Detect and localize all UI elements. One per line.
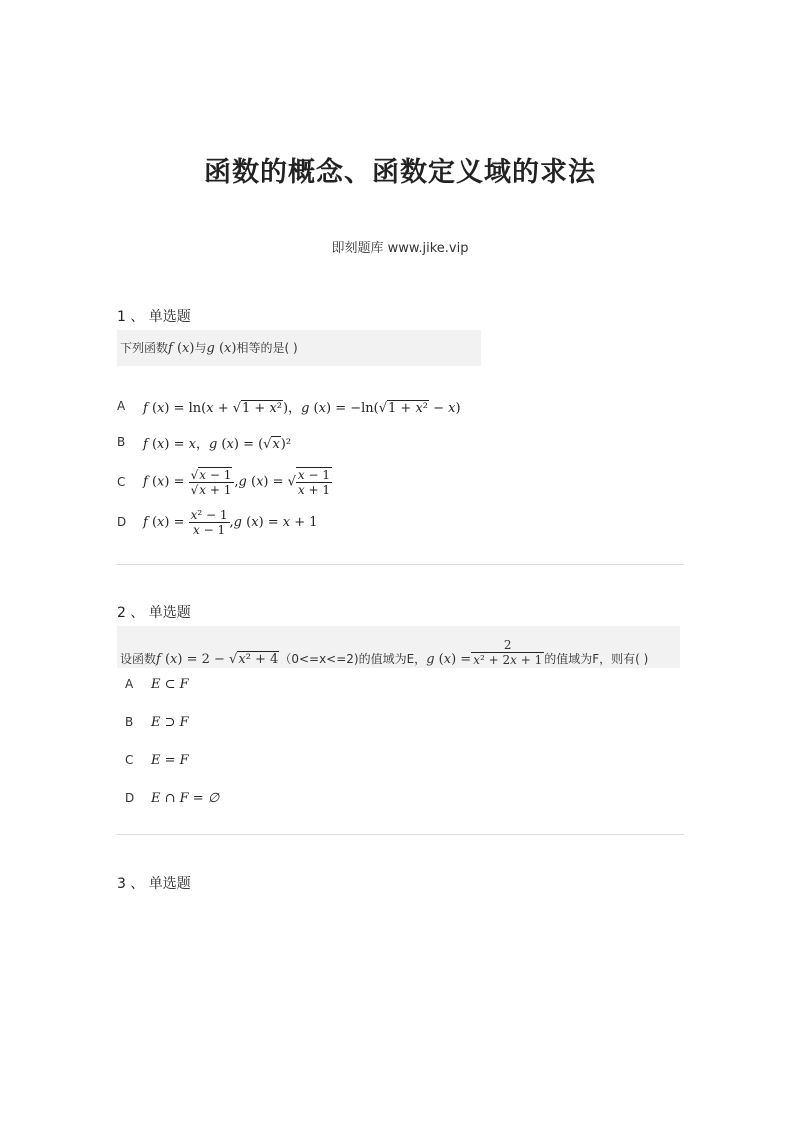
question-2-option-a[interactable] (117, 667, 189, 701)
page-title: 函数的概念、函数定义域的求法 (204, 157, 596, 188)
option-formula: f (x) = $\frac{√x - 1}{√x + 1}$ ,g (x) = √ $\frac{x - 1}{x + 1}$ (143, 467, 331, 497)
option-letter: A (117, 399, 126, 413)
question-1-option-b[interactable] (117, 425, 291, 459)
question-1-option-c[interactable] (117, 463, 332, 501)
option-letter: B (117, 435, 126, 449)
question-2-stem-box (117, 626, 680, 668)
option-letter: B (125, 715, 134, 729)
section-divider (117, 564, 684, 565)
question-3-header: 3 、 单选题 (117, 876, 191, 892)
option-formula: E ∩ F = ∅ (151, 790, 220, 806)
question-1-stem-box (117, 330, 481, 366)
question-2-stem: 设函数f (x) = 2 − √x² + 4（0<=x<=2)的值域为E，g (x) = $\frac{2}{\text{x² + 2x + 1}}$ 的值域为F，则有( ) (120, 638, 649, 667)
option-letter: D (117, 515, 127, 529)
option-formula: f (x) = $\frac{\text{x² − 1}}{x - 1}$ ,g (x) = x + 1 (143, 507, 318, 537)
question-2-header: 2 、 单选题 (117, 605, 191, 621)
option-formula: f (x) = x，g (x) = (√x)² (143, 436, 292, 452)
section-divider (117, 834, 684, 835)
option-letter: C (125, 753, 134, 767)
page-subtitle: 即刻题库 www.jike.vip (331, 241, 469, 256)
option-formula: f (x) = ln(x + √1 + x²)，g (x) = −ln(√1 + x² − x) (143, 400, 461, 416)
option-formula: E = F (151, 752, 189, 768)
option-letter: C (117, 475, 126, 489)
option-formula: E ⊂ F (151, 676, 189, 692)
option-formula: E ⊃ F (151, 714, 189, 730)
question-1-option-d[interactable] (117, 503, 318, 541)
question-2-option-b[interactable] (117, 705, 189, 739)
question-2-option-d[interactable] (117, 781, 219, 815)
question-1-stem: 下列函数f (x)与g (x)相等的是( ) (120, 341, 298, 356)
option-letter: D (125, 791, 135, 805)
option-letter: A (125, 677, 134, 691)
question-2-option-c[interactable] (117, 743, 189, 777)
question-1-header: 1 、 单选题 (117, 309, 191, 325)
question-1-option-a[interactable] (117, 389, 461, 423)
